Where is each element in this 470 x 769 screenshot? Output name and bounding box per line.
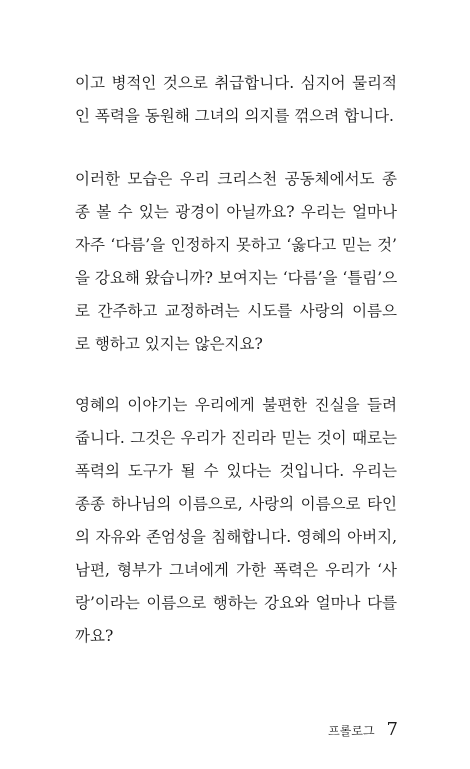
text-line: 줍니다. 그것은 우리가 진리라 믿는 것이 때로는 — [75, 429, 397, 447]
paragraph-2 — [75, 163, 397, 361]
paragraph-3 — [75, 389, 397, 653]
text-line: 인 폭력을 동원해 그녀의 의지를 꺾으려 합니다. — [75, 107, 394, 125]
text-line: 폭력의 도구가 될 수 있다는 것입니다. 우리는 — [75, 462, 397, 480]
text-line: 자주 ‘다름’을 인정하지 못하고 ‘옳다고 믿는 것’ — [75, 236, 397, 254]
text-line: 이고 병적인 것으로 취급합니다. 심지어 물리적 — [75, 74, 397, 92]
text-line: 로 간주하고 교정하려는 시도를 사랑의 이름으 — [75, 302, 397, 320]
text-line: 까요? — [75, 627, 114, 645]
text-line: 로 행하고 있지는 않은지요? — [75, 335, 263, 353]
text-line: 남편, 형부가 그녀에게 가한 폭력은 우리가 ‘사 — [75, 561, 397, 579]
text-line: 의 자유와 존엄성을 침해합니다. 영혜의 아버지, — [75, 528, 397, 546]
paragraph-1 — [75, 67, 397, 133]
section-title: 프롤로그 — [328, 724, 375, 738]
text-line: 영혜의 이야기는 우리에게 불편한 진실을 들려 — [75, 396, 397, 414]
text-line: 을 강요해 왔습니까? 보여지는 ‘다름’을 ‘틀림’으 — [75, 269, 398, 287]
page-number: 7 — [386, 719, 398, 740]
text-line: 종 볼 수 있는 광경이 아닐까요? 우리는 얼마나 — [75, 203, 397, 221]
text-line: 랑’이라는 이름으로 행하는 강요와 얼마나 다를 — [75, 594, 397, 612]
text-line: 이러한 모습은 우리 크리스천 공동체에서도 종 — [75, 170, 397, 188]
page-footer — [310, 719, 398, 745]
text-line: 종종 하나님의 이름으로, 사랑의 이름으로 타인 — [75, 495, 397, 513]
